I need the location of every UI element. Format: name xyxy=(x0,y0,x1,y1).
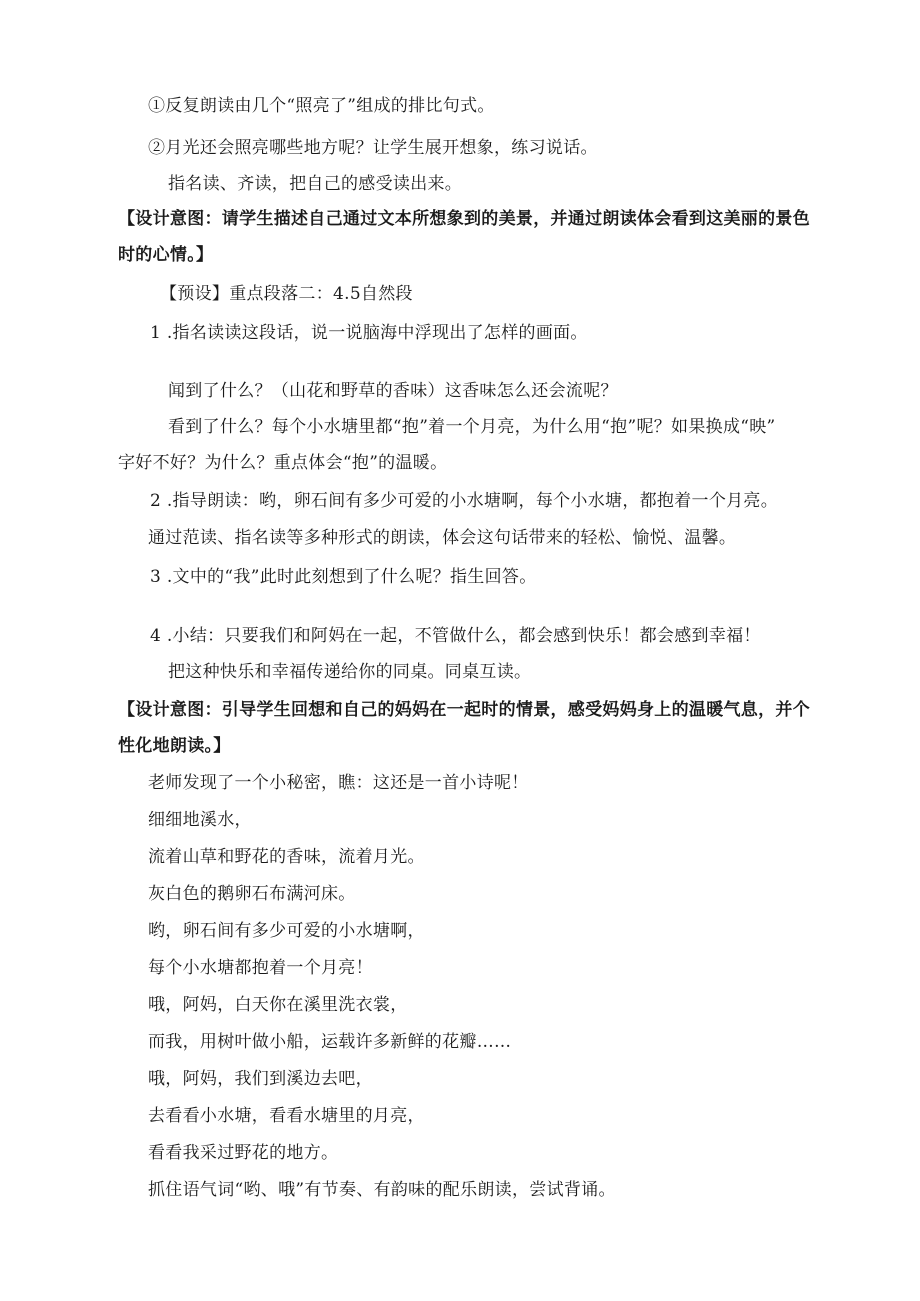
poem-line: 哦，阿妈，我们到溪边去吧， xyxy=(148,1069,373,1089)
paragraph-line: ②月光还会照亮哪些地方呢？让学生展开想象，练习说话。 xyxy=(148,138,598,158)
paragraph-line: 把这种快乐和幸福传递给你的同桌。同桌互读。 xyxy=(168,662,532,682)
poem-line: 哦，阿妈，白天你在溪里洗衣裳， xyxy=(148,995,408,1015)
list-item: 1 .指名读读这段话，说一说脑海中浮现出了怎样的画面。 xyxy=(150,323,588,343)
paragraph-line: 抓住语气词“哟、哦”有节奏、有韵味的配乐朗读，尝试背诵。 xyxy=(148,1180,616,1200)
paragraph-line: 老师发现了一个小秘密，瞧：这还是一首小诗呢！ xyxy=(148,773,529,793)
paragraph-line: 看到了什么？每个小水塘里都“抱”着一个月亮，为什么用“抱”呢？如果换成“映” xyxy=(168,417,776,437)
list-item: 4 .小结：只要我们和阿妈在一起，不管做什么，都会感到快乐！都会感到幸福！ xyxy=(150,626,761,646)
poem-line: 去看看小水塘，看看水塘里的月亮， xyxy=(148,1106,425,1126)
poem-line: 细细地溪水， xyxy=(148,810,252,830)
paragraph-line: ①反复朗读由几个“照亮了”组成的排比句式。 xyxy=(148,96,495,116)
design-intent-line: 性化地朗读。】 xyxy=(118,736,231,756)
paragraph-line: 闻到了什么？（山花和野草的香味）这香味怎么还会流呢？ xyxy=(168,381,618,401)
paragraph-line: 指名读、齐读，把自己的感受读出来。 xyxy=(168,174,463,194)
poem-line: 而我，用树叶做小船，运载许多新鲜的花瓣…… xyxy=(148,1032,512,1052)
poem-line: 灰白色的鹅卵石布满河床。 xyxy=(148,884,356,904)
poem-line: 流着山草和野花的香味，流着月光。 xyxy=(148,847,425,867)
design-intent-line: 【设计意图：请学生描述自己通过文本所想象到的美景，并通过朗读体会看到这美丽的景色 xyxy=(118,209,810,229)
paragraph-line: 通过范读、指名读等多种形式的朗读，体会这句话带来的轻松、愉悦、温馨。 xyxy=(148,528,737,548)
list-item: 3 .文中的“我”此时此刻想到了什么呢？指生回答。 xyxy=(150,567,537,587)
poem-line: 每个小水塘都抱着一个月亮！ xyxy=(148,958,373,978)
section-heading: 【预设】重点段落二：4.5自然段 xyxy=(160,284,413,304)
poem-line: 看看我采过野花的地方。 xyxy=(148,1143,339,1163)
design-intent-line: 【设计意图：引导学生回想和自己的妈妈在一起时的情景，感受妈妈身上的温暖气息，并个 xyxy=(118,700,810,720)
design-intent-line: 时的心情。】 xyxy=(118,245,214,265)
list-item: 2 .指导朗读：哟，卵石间有多少可爱的小水塘啊，每个小水塘，都抱着一个月亮。 xyxy=(150,491,779,511)
paragraph-line: 字好不好？为什么？重点体会“抱”的温暖。 xyxy=(118,453,448,473)
poem-line: 哟，卵石间有多少可爱的小水塘啊， xyxy=(148,921,425,941)
